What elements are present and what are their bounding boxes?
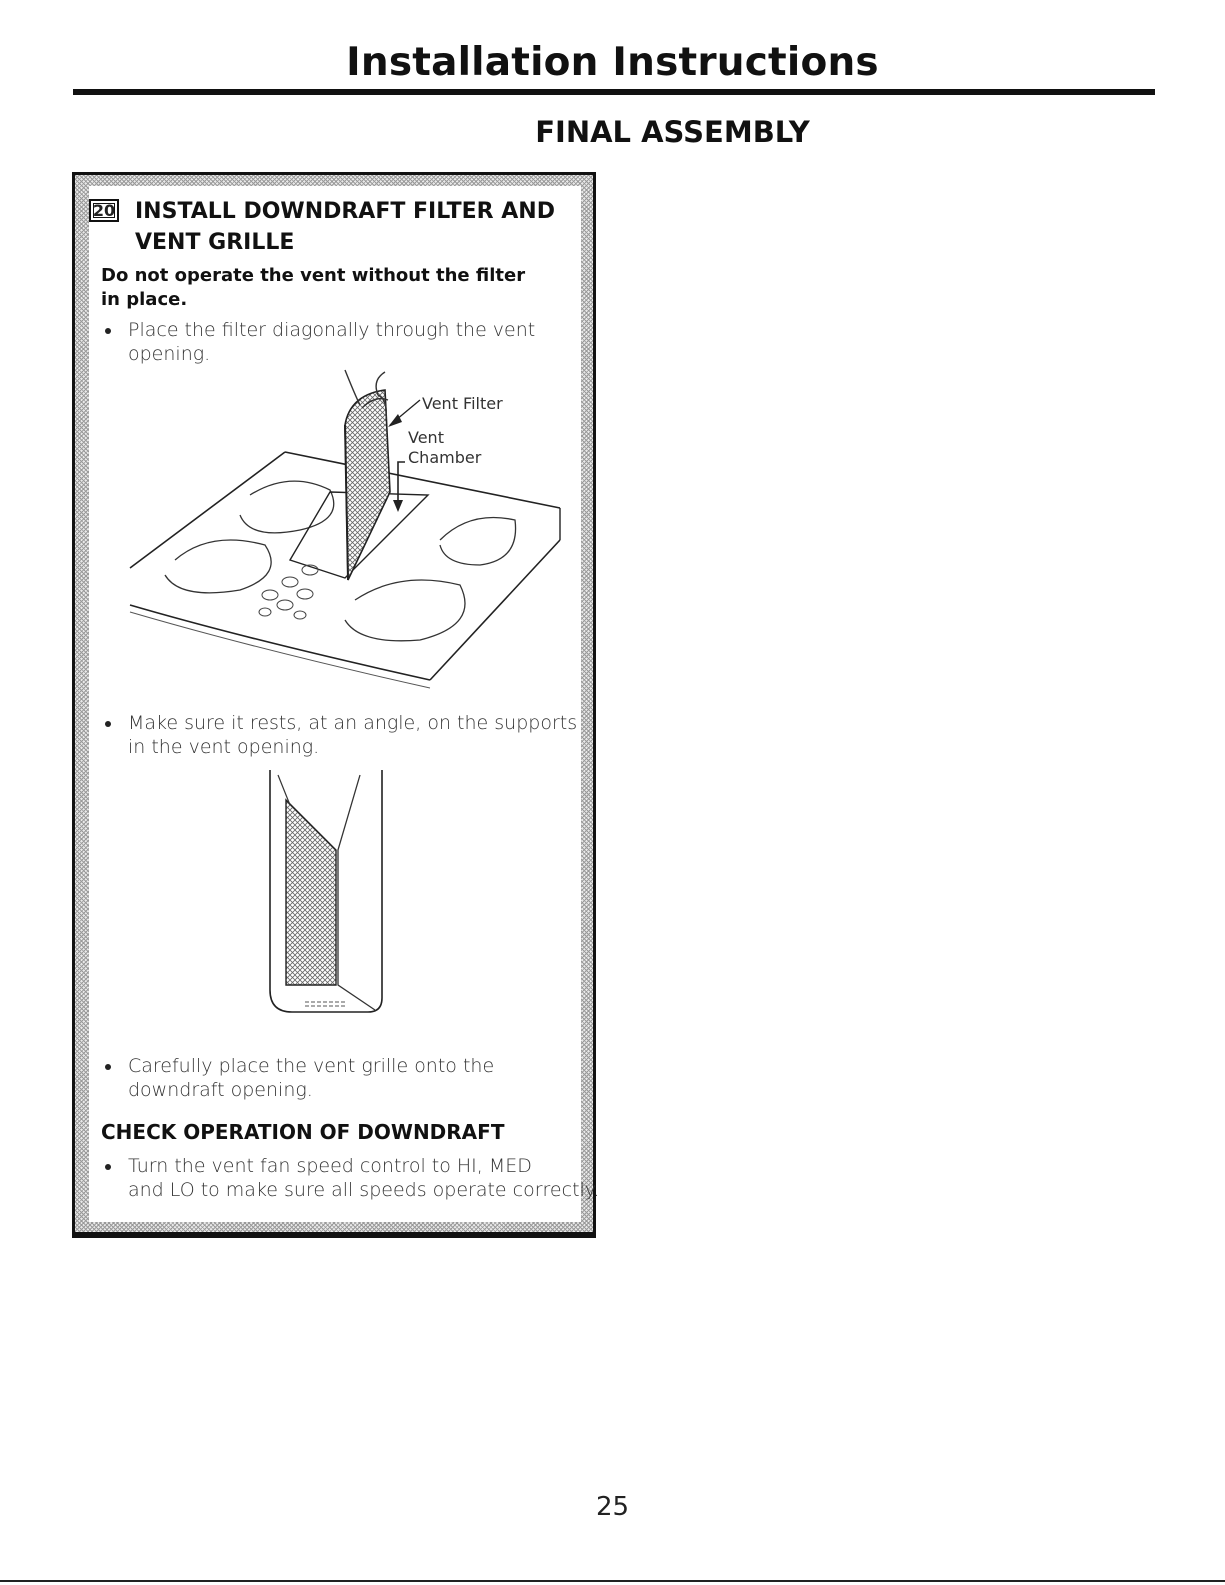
bullet-line2: downdraft opening. [128,1079,313,1101]
label-vent-filter: Vent Filter [422,394,503,413]
section-title-text: FINAL ASSEMBLY [535,115,810,149]
bullet-line2: and LO to make sure all speeds operate correctly. [128,1179,600,1201]
bullet-line2: in the vent opening. [128,736,320,758]
bullet-line1: Turn the vent fan speed control to HI, MED [128,1155,532,1177]
warning-line1: Do not operate the vent without the filter [101,265,526,286]
bullet-place-grille [101,1054,494,1102]
filter-support-left [278,775,290,805]
page-title: Installation Instructions [346,40,879,85]
bullet-line1: Make sure it rests, at an angle, on the supports [128,712,578,734]
bullet-line2: opening. [128,343,211,365]
bottom-rule [0,1580,1225,1582]
label-vent-line2: Chamber [408,448,482,467]
step-number-badge: 20 [89,199,119,222]
filter-support-right [338,775,375,1010]
bullet-fan-speed [101,1154,599,1202]
grille-base [305,1002,345,1006]
step-heading-line2: VENT GRILLE [135,230,295,255]
page-number: 25 [595,1492,630,1522]
bullet-line1: Carefully place the vent grille onto the [128,1055,495,1077]
bullet-line1: Place the filter diagonally through the vent [128,319,536,341]
filter-mesh [286,800,336,985]
step-heading-line1: INSTALL DOWNDRAFT FILTER AND [135,199,555,224]
check-operation-heading: CHECK OPERATION OF DOWNDRAFT [101,1120,505,1144]
warning-line2: in place. [101,289,188,310]
bullet-dot [105,1064,111,1070]
label-vent-line1: Vent [408,428,444,447]
bullet-dot [105,1164,111,1170]
